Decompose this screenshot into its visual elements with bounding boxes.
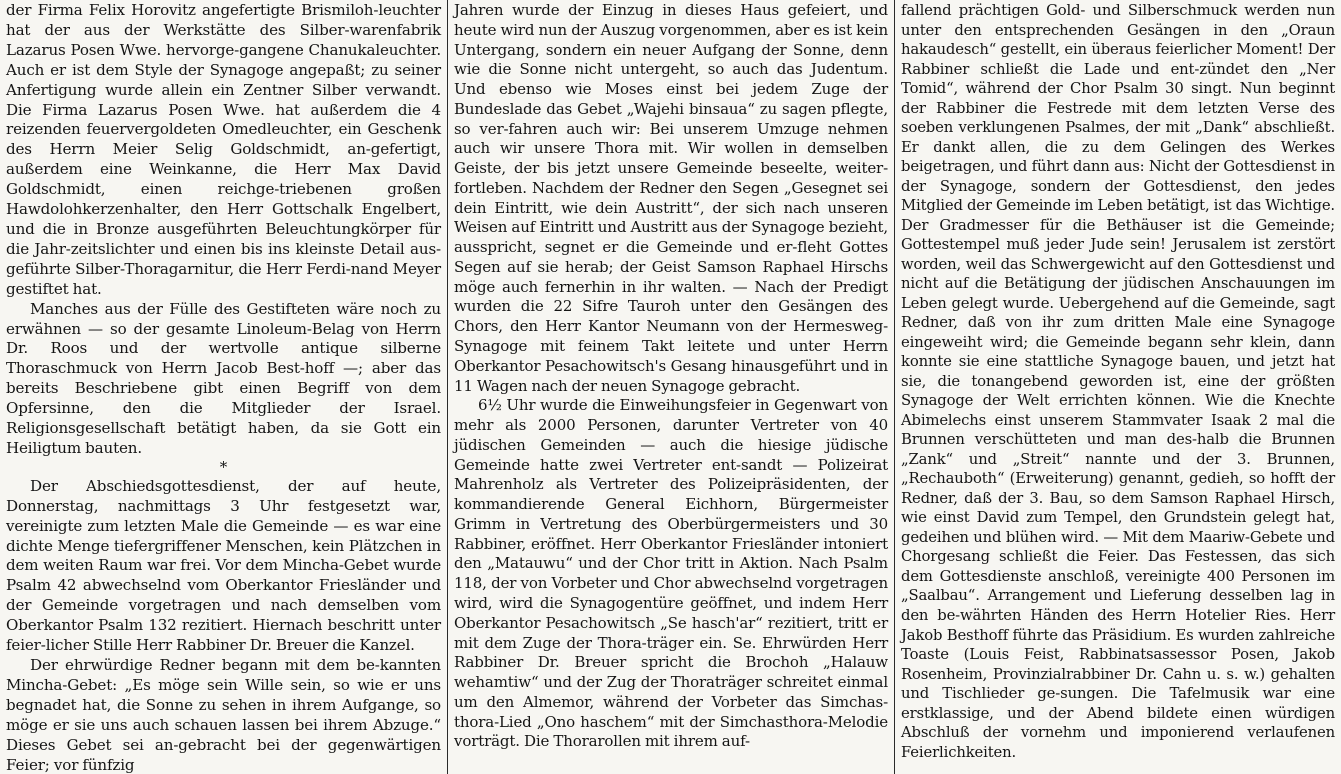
- article-paragraph: der Firma Felix Horovitz angefertigte Brismiloh-leuchter hat der aus der Werkstätte des Silber-warenfabrik Lazarus Posen Wwe. hervorge-gangene Chanukaleuchter. Auch er ist dem Style der Synagoge angepaßt; zu seiner Anfertigung wurde allein ein Zentner Silber verwandt. Die Firma Lazarus Posen Wwe. hat außerdem die 4 reizenden feuervergoldeten Omedleuchter, ein Geschenk des Herrn Meier Selig Goldschmidt, an-gefertigt, außerdem eine Weinkanne, die Herr Max David Goldschmidt, einen reichge-triebenen großen Hawdolohkerzenhalter, den Herr Gottschalk Engelbert, und die in Bronze ausgeführten Beleuchtungkörper für die Jahr-zeitslichter und einen bis ins kleinste Detail aus-geführte Silber-Thoragarnitur, die Herr Ferdi-nand Meyer gestiftet hat.: [6, 1, 441, 298]
- article-paragraph: 6½ Uhr wurde die Einweihungsfeier in Gegenwart von mehr als 2000 Personen, darunter Vertreter von 40 jüdischen Gemeinden — auch die hiesige jüdische Gemeinde hatte zwei Vertreter ent-sandt — Polizeirat Mahrenholz als Vertreter des Polizeipräsidenten, der kommandierende General Eichhorn, Bürgermeister Grimm in Vertretung des Oberbürgermeisters und 30 Rabbiner, eröffnet. Herr Oberkantor Friesländer intoniert den „Matauwu“ und der Chor tritt in Aktion. Nach Psalm 118, der von Vorbeter und Chor abwechselnd vorgetragen wird, wird die Synagogentüre geöffnet, und indem Herr Oberkantor Pesachowitsch „Se hasch'ar“ rezitiert, tritt er mit dem Zuge der Thora-träger ein. Se. Ehrwürden Herr Rabbiner Dr. Breuer spricht die Brochoh „Halauw wehamtiw“ und der Zug der Thoraträger schreitet einmal um den Almemor, während der Vorbeter das Simchas-thora-Lied „Ono haschem“ mit der Simchasthora-Melodie vorträgt. Die Thorarollen mit ihrem auf-: [454, 396, 888, 751]
- article-paragraph: Der ehrwürdige Redner begann mit dem be-kannten Mincha-Gebet: „Es möge sein Wille sein, so wie er uns begnadet hat, die Sonne zu sehen in ihrem Aufgange, so möge er sie uns auch schauen lassen bei ihrem Abzuge.“ Dieses Gebet sei an-gebracht bei der gegenwärtigen Feier; vor fünfzig: [6, 656, 441, 774]
- column-middle: [447, 0, 894, 774]
- article-paragraph: Jahren wurde der Einzug in dieses Haus gefeiert, und heute wird nun der Auszug vorgenommen, aber es ist kein Untergang, sondern ein neuer Aufgang der Sonne, denn wie die Sonne nicht untergeht, so auch das Judentum. Und ebenso wie Moses einst bei jedem Zuge der Bundeslade das Gebet „Wajehi binsaua“ zu sagen pflegte, so ver-fahren auch wir: Bei unserem Umzuge nehmen auch wir unsere Thora mit. Wir wollen in demselben Geiste, der bis jetzt unsere Gemeinde beseelte, weiter-fortleben. Nachdem der Redner den Segen „Gesegnet sei dein Eintritt, wie dein Austritt“, der sich nach unseren Weisen auf Eintritt und Austritt aus der Synagoge bezieht, ausspricht, segnet er die Gemeinde und er-fleht Gottes Segen auf sie herab; der Geist Samson Raphael Hirschs möge auch fernerhin in ihr walten. — Nach der Predigt wurden die 22 Sifre Tauroh unter den Gesängen des Chors, den Herr Kantor Neumann von der Hermesweg-Synagoge mit feinem Takt leitete und unter Herrn Oberkantor Pesachowitsch's Gesang hinausgeführt und in 11 Wagen nach der neuen Synagoge gebracht.: [454, 1, 888, 395]
- article-paragraph: fallend prächtigen Gold- und Silberschmuck werden nun unter den entsprechenden Gesängen in den „Oraun hakaudesch“ gestellt, ein überaus feierlicher Moment! Der Rabbiner schließt die Lade und ent-zündet den „Ner Tomid“, während der Chor Psalm 30 singt. Nun beginnt der Rabbiner die Festrede mit dem letzten Verse des soeben verklungenen Psalmes, der mit „Dank“ abschließt. Er dankt allen, die zu dem Gelingen des Werkes beigetragen, und führt dann aus: Nicht der Gottesdienst in der Synagoge, sondern der Gottesdienst, den jedes Mitglied der Gemeinde im Leben betätigt, ist das Wichtige. Der Gradmesser für die Bethäuser ist die Gemeinde; Gottestempel muß jeder Jude sein! Jerusalem ist zerstört worden, weil das Schwergewicht auf den Gottesdienst und nicht auf die Betätigung der jüdischen Anschauungen im Leben gelegt wurde. Uebergehend auf die Gemeinde, sagt Redner, daß von ihr zum dritten Male eine Synagoge eingeweiht wird; die Gemeinde begann sehr klein, dann konnte sie eine stattliche Synagoge bauen, und jetzt hat sie, die tonangebend geworden ist, eine der größten Synagoge der Welt errichten können. Wie die Knechte Abimelechs einst unserem Stammvater Isaak 2 mal die Brunnen verschütteten und man des-halb die Brunnen „Zank“ und „Streit“ nannte und der 3. Brunnen, „Rechauboth“ (Erweiterung) genannt, gedieh, so hofft der Redner, daß der 3. Bau, so dem Samson Raphael Hirsch, wie einst David zum Tempel, den Grundstein gelegt hat, gedeihen und blühen wird. — Mit dem Maariw-Gebete und Chorgesang schließt die Feier. Das Festessen, das sich dem Gottesdienste anschloß, vereinigte 400 Personen im „Saalbau“. Arrangement und Lieferung desselben lag in den be-währten Händen des Herrn Hotelier Ries. Herr Jakob Besthoff führte das Präsidium. Es wurden zahlreiche Toaste (Louis Feist, Rabbinatsassessor Posen, Jakob Rosenheim, Provinzialrabbiner Dr. Cahn u. s. w.) gehalten und Tischlieder ge-sungen. Die Tafelmusik war eine erstklassige, und der Abend bildete einen würdigen Abschluß der vornehm und imponierend verlaufenen Feierlichkeiten.: [901, 2, 1335, 761]
- article-paragraph: Der Abschiedsgottesdienst, der auf heute, Donnerstag, nachmittags 3 Uhr festgesetzt war, vereinigte zum letzten Male die Gemeinde — es war eine dichte Menge tiefergriffener Menschen, kein Plätzchen in dem weiten Raum war frei. Vor dem Mincha-Gebet wurde Psalm 42 abwechselnd vom Oberkantor Friesländer und der Gemeinde vorgetragen und nach demselben vom Oberkantor Psalm 132 rezitiert. Hiernach beschritt unter feier-licher Stille Herr Rabbiner Dr. Breuer die Kanzel.: [6, 476, 441, 655]
- column-left: [0, 0, 447, 774]
- section-separator: *: [219, 457, 228, 476]
- article-paragraph: Manches aus der Fülle des Gestifteten wäre noch zu erwähnen — so der gesamte Linoleum-Belag von Herrn Dr. Roos und der wertvolle antique silberne Thoraschmuck von Herrn Jacob Best-hoff —; aber das bereits Beschriebene gibt einen Begriff von dem Opfersinne, den die Mitglieder der Israel. Religionsgesellschaft betätigt haben, da sie Gott ein Heiligtum bauten.: [6, 299, 441, 457]
- column-right: [894, 0, 1341, 774]
